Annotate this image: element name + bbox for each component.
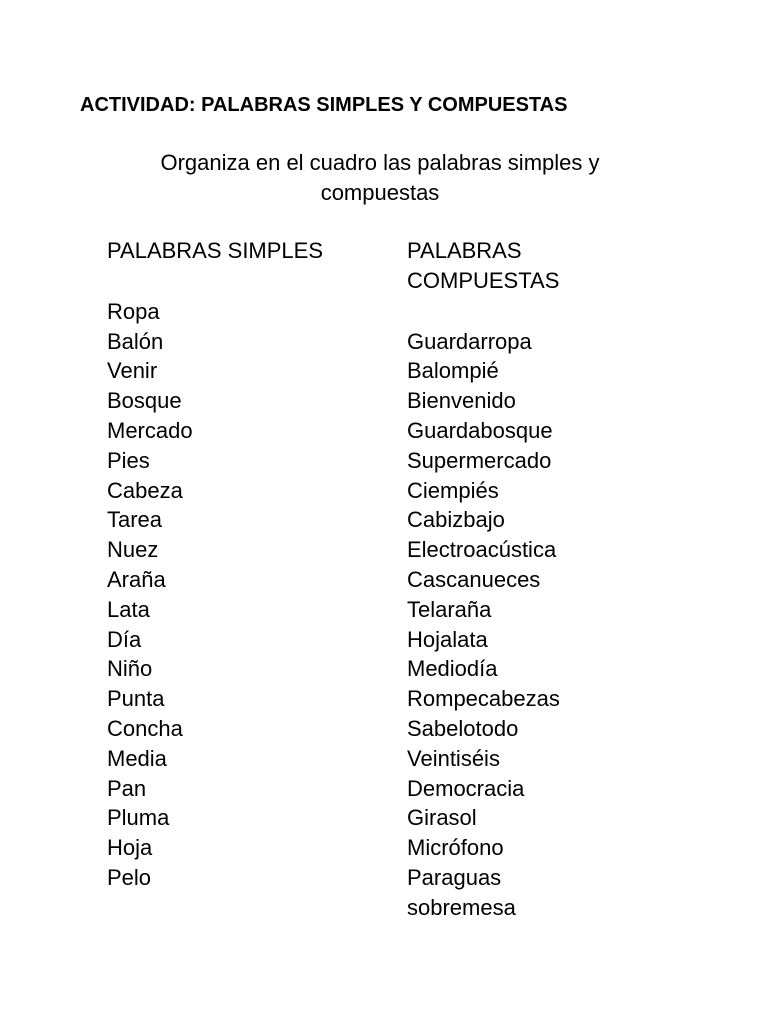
list-item: Guardabosque	[407, 417, 553, 443]
list-item: Pan	[107, 775, 147, 801]
list-item: Media	[107, 745, 167, 771]
list-item: Lata	[107, 596, 150, 622]
list-item: Hojalata	[407, 626, 488, 652]
list-item: Democracia	[407, 775, 525, 801]
list-item: Balón	[107, 328, 164, 354]
list-item: Cascanueces	[407, 566, 541, 592]
list-item: Ciempiés	[407, 477, 499, 503]
list-item: sobremesa	[407, 894, 516, 920]
compound-words-header-line2: COMPUESTAS	[407, 267, 560, 293]
list-item: Pelo	[107, 864, 152, 890]
list-item: Sabelotodo	[407, 715, 519, 741]
compound-words-header-line1: PALABRAS	[407, 238, 522, 263]
list-item: Rompecabezas	[407, 686, 560, 712]
list-item: Electroacústica	[407, 537, 557, 563]
list-item: Venir	[107, 358, 158, 384]
list-item: Ropa	[107, 298, 160, 324]
list-item: Concha	[107, 715, 183, 741]
list-item: Pies	[107, 447, 150, 473]
document-title: ACTIVIDAD: PALABRAS SIMPLES Y COMPUESTAS	[80, 94, 568, 116]
list-item: Hoja	[107, 835, 153, 861]
list-item: Pluma	[107, 805, 170, 831]
list-item: Bosque	[107, 388, 182, 414]
instruction-text: Organiza en el cuadro las palabras simples y compuestas	[160, 150, 600, 205]
list-item: Tarea	[107, 507, 163, 533]
list-item: Nuez	[107, 537, 159, 563]
list-item: Mercado	[107, 417, 193, 443]
list-item: Araña	[107, 566, 166, 592]
list-item: Veintiséis	[407, 745, 500, 771]
list-item: Punta	[107, 686, 165, 712]
list-item: Girasol	[407, 805, 477, 831]
compound-words-list	[407, 327, 687, 923]
list-item: Micrófono	[407, 835, 504, 861]
list-item: Balompié	[407, 358, 499, 384]
list-item: Bienvenido	[407, 388, 516, 414]
list-item: Niño	[107, 656, 153, 682]
list-item: Guardarropa	[407, 328, 532, 354]
list-item: Mediodía	[407, 656, 498, 682]
simple-words-header: PALABRAS SIMPLES	[107, 238, 324, 263]
list-item: Paraguas	[407, 864, 502, 890]
compound-words-column	[407, 236, 687, 923]
list-item: Cabeza	[107, 477, 183, 503]
list-item: Cabizbajo	[407, 507, 505, 533]
list-item: Telaraña	[407, 596, 492, 622]
list-item: Día	[107, 626, 142, 652]
simple-words-column	[107, 236, 387, 893]
list-item: Supermercado	[407, 447, 552, 473]
compound-words-header	[407, 236, 687, 296]
simple-words-list	[107, 297, 387, 893]
